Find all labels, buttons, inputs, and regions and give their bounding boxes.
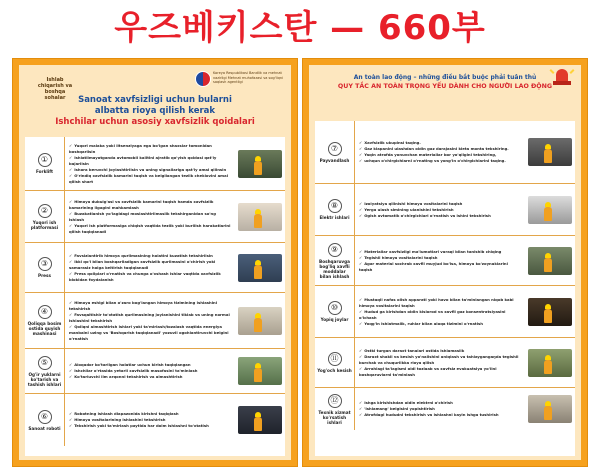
table-row: [315, 387, 575, 430]
table-row: [25, 137, 285, 190]
row-illustration: [525, 286, 575, 337]
hazardous-material-illustration: [528, 247, 572, 275]
rule-text: ✓ Yuqori ish platformasiga chiqish vaqtida tezlik yoki burilish harakatlarini qilish taqiqlanadi: [69, 223, 231, 235]
row-illustration: [235, 191, 285, 242]
row-label: [315, 236, 355, 285]
row-illustration: [235, 243, 285, 292]
row-number: ⑪: [328, 352, 342, 366]
rule-text: ✓ Ishga kirishishdan oldin elektrni o'chirish: [359, 400, 521, 406]
row-number: ⑦: [328, 142, 342, 156]
row-rules: [355, 286, 525, 337]
row-name: Forklift: [35, 169, 54, 174]
row-label: [315, 286, 355, 337]
rule-text: ✓ Himoya dubulg'asi va xavfsizlik kamarini taqish hamda xavfsizlik kamarining ilgagini mahkamlash: [69, 199, 231, 211]
row-rules: [355, 121, 525, 183]
table-row: [315, 121, 575, 183]
right-title-line2: QUY TẮC AN TOÀN TRỌNG YẾU DÀNH CHO NGƯỜI LAO ĐỘNG: [337, 83, 553, 90]
rule-text: ✓ Ishora beruvchi joylashtirilsin va uning signallariga qat'iy amal qilinsin: [69, 167, 231, 173]
table-row: [25, 393, 285, 446]
row-name: Press: [38, 273, 51, 278]
org-text: Koreya Respublikasi Bandlik va mehnat vazirligi Mehnat muhofazasi va sog'liqni saqlash agentligi: [213, 71, 284, 84]
logging-illustration: [528, 349, 572, 377]
press-illustration: [238, 254, 282, 282]
row-rules: [355, 388, 525, 430]
row-rules: [355, 338, 525, 387]
rule-text: ✓ Tegishli himoya vositalarini taqish: [359, 255, 521, 261]
row-name: Payvandlash: [319, 157, 350, 163]
crane-illustration: [238, 357, 282, 385]
rule-text: ✓ Yaqin atrofda yonuvchan materiallar bor yo'qligini tekshiring,: [359, 152, 521, 158]
row-illustration: [235, 293, 285, 348]
row-number: ⑧: [328, 199, 342, 213]
rule-text: ✓ Izolyatsiya qilinishi himoya vositalarini taqish: [359, 201, 521, 207]
rule-text: ✓ Yuqori malaka yoki litsenziyaga ega bo'lgan shaxslar tomonidan boshqarilsin: [69, 143, 231, 155]
robot-illustration: [238, 406, 282, 434]
row-name: Qoliqqa bosim ostida quyish mashinasi: [27, 321, 62, 336]
table-row: [25, 190, 285, 242]
rule-text: ✓ Agar material sochrab xavfli muyjud bo'lsa, himoya ko'zoynaklarini taqish: [359, 261, 521, 273]
rule-text: ✓ Aloqador ko'tarilgan holatlar uchun kirish taqiqlangan: [69, 362, 231, 368]
left-title-line2: albatta rioya qilish kerak: [94, 106, 216, 116]
rule-text: ✓ Qoliqni almashtirish ishlari yoki ta'mirlash/tozalash vaqtida energiya manbaini uzing va 'Boshqarish taqiqlanadi' yozuvli ogohlantiruvchi belgini o'rnatish: [69, 324, 231, 342]
rule-text: ✓ Ko'tariuvchi ilm arqonni tekshirish va almashtirish: [69, 374, 231, 380]
row-number: ⑥: [38, 410, 52, 424]
row-number: ⑨: [328, 243, 342, 257]
row-illustration: [525, 184, 575, 235]
left-title-line1: Sanoat xavfsizligi uchun bularni: [78, 95, 232, 105]
page-title: 우즈베키스탄 — 660부: [114, 8, 486, 48]
row-label: [25, 349, 65, 393]
row-illustration: [525, 236, 575, 285]
row-label: [25, 191, 65, 242]
row-rules: [65, 191, 235, 242]
table-row: [315, 183, 575, 235]
table-row: [315, 285, 575, 337]
rule-text: ✓ Press qoliplari o'rnatish va chunga o'xshash ishlar vaqtida xavfsizlik blokidan foydalanish: [69, 271, 231, 283]
row-label: [315, 338, 355, 387]
row-name: Og'ir yuklarni ko'tarish va tashish ishlari: [27, 371, 62, 387]
rule-text: ✓ Materiallar xavfsizligi ma'lumotlari varaqi bilan tanishib chiqing: [359, 249, 521, 255]
row-rules: [65, 243, 235, 292]
rule-text: ✓ uchqun o'chirgichlarni o'rnating va yong'in o'chirgichlarini taqing.: [359, 158, 521, 164]
row-number: ⑤: [38, 356, 52, 370]
rule-text: ✓ Ostki turgan daraxt tanalari ostida ishlamaslik: [359, 348, 521, 354]
right-header: [309, 73, 581, 91]
row-label: [315, 121, 355, 183]
electrical-illustration: [528, 196, 572, 224]
table-row: [25, 292, 285, 348]
rule-text: ✓ Ishchilar o'rtasida yetarli xavfsizlik masofasini ta'minlash: [69, 368, 231, 374]
row-label: [25, 293, 65, 348]
rule-text: ✓ Favsizlantirib himoya qurilmasining holatini kuzatish tekshirilsin: [69, 253, 231, 259]
row-name: Texnik xizmat ko'rsatish ishlari: [318, 409, 351, 425]
row-number: ③: [38, 257, 52, 271]
table-row: [315, 337, 575, 387]
row-rules: [355, 236, 525, 285]
row-number: ②: [38, 204, 52, 218]
table-row: [25, 242, 285, 292]
rule-text: ✓ Buzakatlanish yo'lagidagi moslashtirilmaslik tekshirganidan so'ng ishlash: [69, 211, 231, 223]
table-row: [25, 348, 285, 393]
siren-icon: [551, 67, 573, 89]
rule-text: ✓ Gaz klapanini ulashdan oldin gaz darajasini kieta monta tekshiring.: [359, 146, 521, 152]
korea-emblem-icon: [195, 71, 211, 87]
rule-text: ✓ Ogish avtomatik o'chirgichlari o'rnatish va ishini tekshirish: [359, 213, 521, 219]
corner-line: boshqa: [44, 89, 66, 95]
row-illustration: [235, 394, 285, 446]
row-rules: [65, 394, 235, 446]
rule-text: ✓ O'rindiq xavfsizlik kamarini taqish va belgilangan tezlik cheklovini amal qilish shart: [69, 173, 231, 185]
row-illustration: [235, 137, 285, 190]
rule-text: ✓ Yoqg'in ishlatmalik, ruhlar bilan aloqa tizimini o'rnatish: [359, 321, 521, 327]
rule-text: ✓ Tekshirish yoki ta'mirlash paytida har doim ishlashni to'xtatish: [69, 423, 231, 429]
row-number: ①: [38, 153, 52, 167]
row-name: Boshqaruvga bog'liq xavfli moddalar bilan ishlash: [319, 258, 350, 279]
rule-text: ✓ Favsqaltishir to'xtatish qurilmasining joylanishini tiklab va uning normal ishlashini tekshirish: [69, 312, 231, 324]
row-label: [25, 137, 65, 190]
die-casting-illustration: [238, 307, 282, 335]
row-name: Yopiq joylar: [320, 317, 349, 322]
left-rules-table: [25, 137, 285, 456]
row-name: Sanoat roboti: [28, 425, 61, 431]
row-rules: [65, 137, 235, 190]
row-number: ⑩: [328, 301, 342, 315]
rule-text: ✓ Daraxt shakli va kesish yo'nalishini aniqlash va tahlaygangaŋda tegishli burchak va chuqurlikka rioya qilish: [359, 354, 521, 366]
welding-illustration: [528, 138, 572, 166]
right-rules-table: [315, 121, 575, 456]
row-name: Yog'och kesish: [317, 368, 352, 373]
rule-text: ✓ Robotning ishlash diapazonida kirishni taqiqlash: [69, 411, 231, 417]
confined-space-illustration: [528, 298, 572, 326]
row-number: ④: [38, 305, 52, 319]
row-name: Elektr ishlari: [319, 215, 350, 220]
corner-line: chiqarish va: [37, 83, 73, 89]
left-header: [19, 95, 291, 128]
rule-text: ✓ Ikki qo'l bilan boshqariladigan xavfsizlik qurilmasini o'chirish yoki samarasiz holga keltirish taqiqlanadi: [69, 259, 231, 271]
rule-text: ✓ Ishlatilmayotganda avtomobil kalitini ajratib qo'yish qoidasi qat'iy bajarilsin: [69, 155, 231, 167]
row-illustration: [525, 388, 575, 430]
rule-text: ✓ Arrahlagi ta'lagismi oldi tozlaab va xavfsiz evakuatsiya yo'lini boshqaruvlarni ta'minlash: [359, 366, 521, 378]
row-label: [25, 243, 65, 292]
row-label: [315, 388, 355, 430]
rule-text: ✓ Himoya eshigi bilan o'zaro bog'langan himoya tizimining ishlashini tekshirish: [69, 300, 231, 312]
row-rules: [65, 349, 235, 393]
rule-text: ✓ Hudud ga kirishdan oldin kislorod va xavfli gaz konsentratsiyasini o'lchash: [359, 309, 521, 321]
maintenance-illustration: [528, 395, 572, 423]
left-title-line3: Ishchilar uchun asosiy xavfsizlik qoidalari: [55, 117, 255, 127]
row-illustration: [525, 121, 575, 183]
row-label: [315, 184, 355, 235]
rule-text: ✓ Yerga ulash simining ulanishini tekshirish: [359, 207, 521, 213]
right-poster-inner: [309, 65, 581, 460]
row-rules: [355, 184, 525, 235]
rule-text: ✓ Himoya vositalarining ishlashini tekshirish: [69, 417, 231, 423]
forklift-illustration: [238, 150, 282, 178]
row-illustration: [235, 349, 285, 393]
platform-illustration: [238, 203, 282, 231]
row-rules: [65, 293, 235, 348]
table-row: [315, 235, 575, 285]
rule-text: ✓ Xavfsizlik ukupinsi taqing.: [359, 140, 521, 146]
left-poster-inner: [19, 65, 291, 460]
rule-text: ✓ Atrofdagi hududni tekshirish va ishlashni kayin ishga tushirish: [359, 412, 521, 418]
rule-text: ✓ Mustaqil nafas olish apparati yoki havo bilan ta'minlangan niqob kabi himoya vositalarini taqish: [359, 297, 521, 309]
left-poster: [12, 58, 298, 467]
row-name: Yuqori ish platformasi: [30, 219, 59, 230]
right-poster: [302, 58, 588, 467]
rule-text: ✓ 'Ishlamang' belgisini yopishtirish: [359, 406, 521, 412]
right-title-line1: An toàn lao động – những điều bắt buộc phải tuân thủ: [353, 74, 537, 81]
row-number: ⑫: [328, 394, 342, 408]
row-illustration: [525, 338, 575, 387]
row-label: [25, 394, 65, 446]
corner-line: Ishlab: [46, 77, 64, 83]
corner-line: sohalar: [44, 95, 66, 101]
